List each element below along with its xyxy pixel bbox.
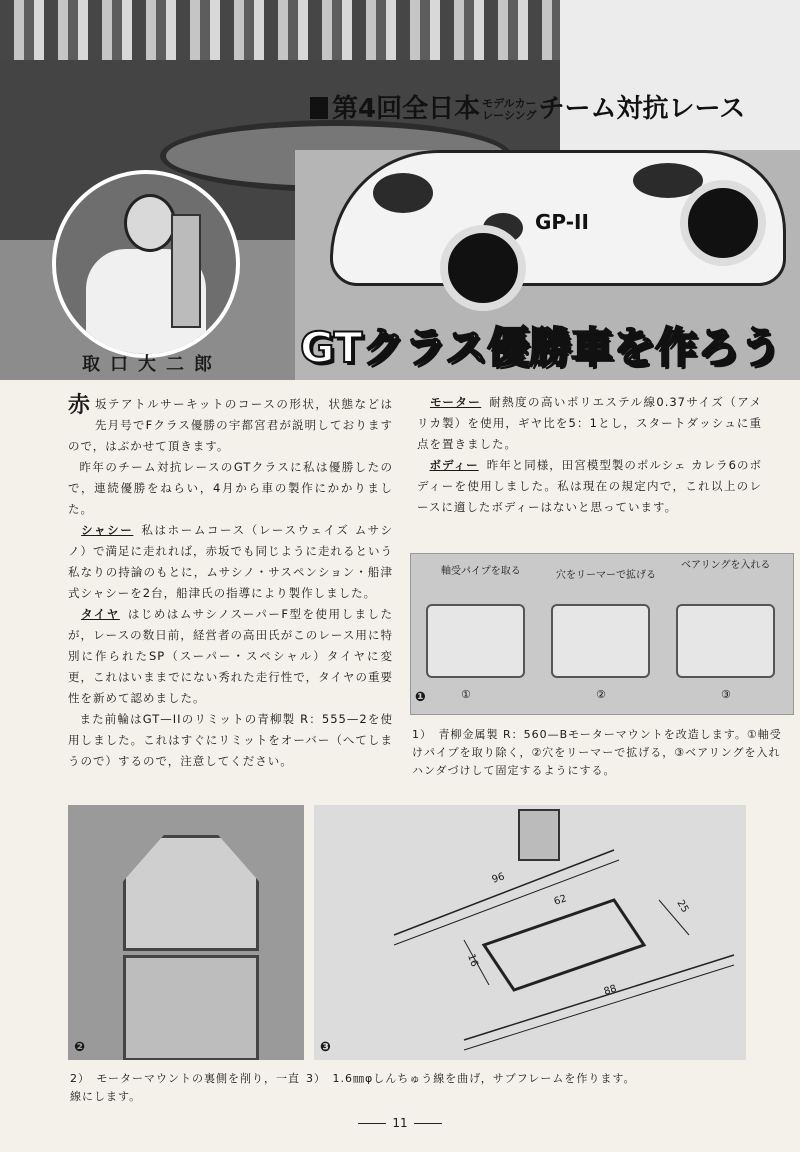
dimension-25: 25 [674, 898, 691, 915]
square-bullet-icon [310, 97, 328, 119]
figure-2-caption: 2） モーターマウントの裏側を削り，一直線にします。 [70, 1072, 301, 1103]
paragraph-intro: 赤坂テアトルサーキットのコースの形状，状態などは先月号でFクラス優勝の宇都宮君が説明しておりますので，はぶかせて頂きます。 [68, 393, 393, 453]
car-marking: GP-II [535, 210, 589, 234]
series-small-text: モデルカー レーシング [482, 96, 537, 122]
step-2-marker: ② [596, 688, 606, 701]
car-wheel-rear [680, 180, 766, 266]
step-1-marker: ① [461, 688, 471, 701]
dimension-16: 16 [465, 952, 480, 969]
motor-heading: モーター [429, 395, 482, 409]
paragraph-previous-win: 昨年のチーム対抗レースのGTクラスに私は優勝したので，連続優勝をねらい，4月から車の製作にかかりました。 [68, 460, 393, 516]
car-wheel-front [440, 225, 526, 311]
driver-name: 取口大二郎 [82, 354, 222, 375]
driver-portrait [52, 170, 240, 358]
step-3-marker: ③ [721, 688, 731, 701]
figure-1-photo [410, 553, 794, 715]
figure-1-caption: 1） 青柳金属製 R：560—Bモーターマウントを改造します。①軸受けパイプを取り除く，②穴をリーマーで拡げる，③ベアリングを入れハンダづけして固定するようにする。 [412, 728, 782, 777]
paragraph-body: ボディー 昨年と同様，田宮模型製のポルシェ カレラ6のボディーを使用しました。私は現在の規定内で，これ以上のレースに適したボディーはないと思っています。 [417, 458, 763, 514]
tire-heading: タイヤ [81, 607, 120, 621]
paragraph-front-wheel: また前輪はGT—IIのリミットの青柳製 R：555—2を使用しました。これはすぐにリミットをオーバー（へてしまうので）するので，注意してください。 [68, 712, 393, 768]
article-title: GTクラス優勝車を作ろう [300, 323, 782, 372]
page-number-rule-right [414, 1123, 442, 1124]
label-insert-bearing: ベアリングを入れる [681, 556, 770, 571]
chassis-heading: シャシー [81, 523, 134, 537]
body-heading: ボディー [429, 458, 479, 472]
figure-3-number: ❸ [320, 1040, 332, 1055]
figure-1-number: ❶ [415, 690, 427, 705]
paragraph-motor: モーター 耐熱度の高いポリエステル線0.37サイズ（アメリカ製）を使用，ギヤ比を5：1とし，スタートダッシュに重点を置きました。 [417, 395, 762, 451]
motor-mount-part-2 [551, 604, 650, 678]
article-body-right [417, 392, 762, 518]
figure-2-photo [68, 805, 304, 1060]
page-number-value: 11 [392, 1116, 408, 1130]
paragraph-tire: タイヤ はじめはムサシノスーパーF型を使用しましたが，レースの数日前，経営者の高田氏がこのレース用に特別に作られたSP（スーパー・スペシャル）タイヤに変更，これはいままでにない秀れた走行性で，タイヤの重要性を新めて認めました。 [68, 607, 393, 705]
series-headline [310, 88, 745, 125]
page-number [0, 1116, 800, 1130]
series-suffix: チーム対抗レース [538, 94, 746, 124]
figure-3-caption: 3） 1.6㎜φしんちゅう線を曲げ，サブフレームを作ります。 [306, 1072, 636, 1085]
article-body-left [68, 394, 393, 772]
dimension-88: 88 [602, 983, 619, 998]
motor-mount-part-1 [426, 604, 525, 678]
series-prefix: 第4回全日本 [332, 94, 481, 124]
figure-2-number: ❷ [74, 1040, 86, 1055]
label-ream-hole: 穴をリーマーで拡げる [556, 566, 656, 581]
paragraph-chassis: シャシー 私はホームコース（レースウェイズ ムサシノ）で満足に走れれば，赤坂でも同じように走れるという私なりの持論のもとに，ムサシノ・サスペンション・船津式シャシーを2台，船津氏の指導により製作しました。 [68, 523, 394, 600]
mount-plate-bottom [123, 955, 259, 1060]
motor-mount-part-3 [676, 604, 775, 678]
dimension-96: 96 [490, 871, 507, 886]
page-number-rule-left [358, 1123, 386, 1124]
drop-cap: 赤 [68, 393, 92, 418]
dimension-62: 62 [552, 893, 569, 908]
trophy-icon [171, 214, 201, 328]
label-remove-pipe: 軸受パイプを取る [441, 562, 521, 577]
portrait-head [124, 194, 176, 252]
mount-plate-top [123, 835, 259, 951]
figure-3-photo [314, 805, 746, 1060]
subframe-wire-drawing [314, 805, 746, 1060]
